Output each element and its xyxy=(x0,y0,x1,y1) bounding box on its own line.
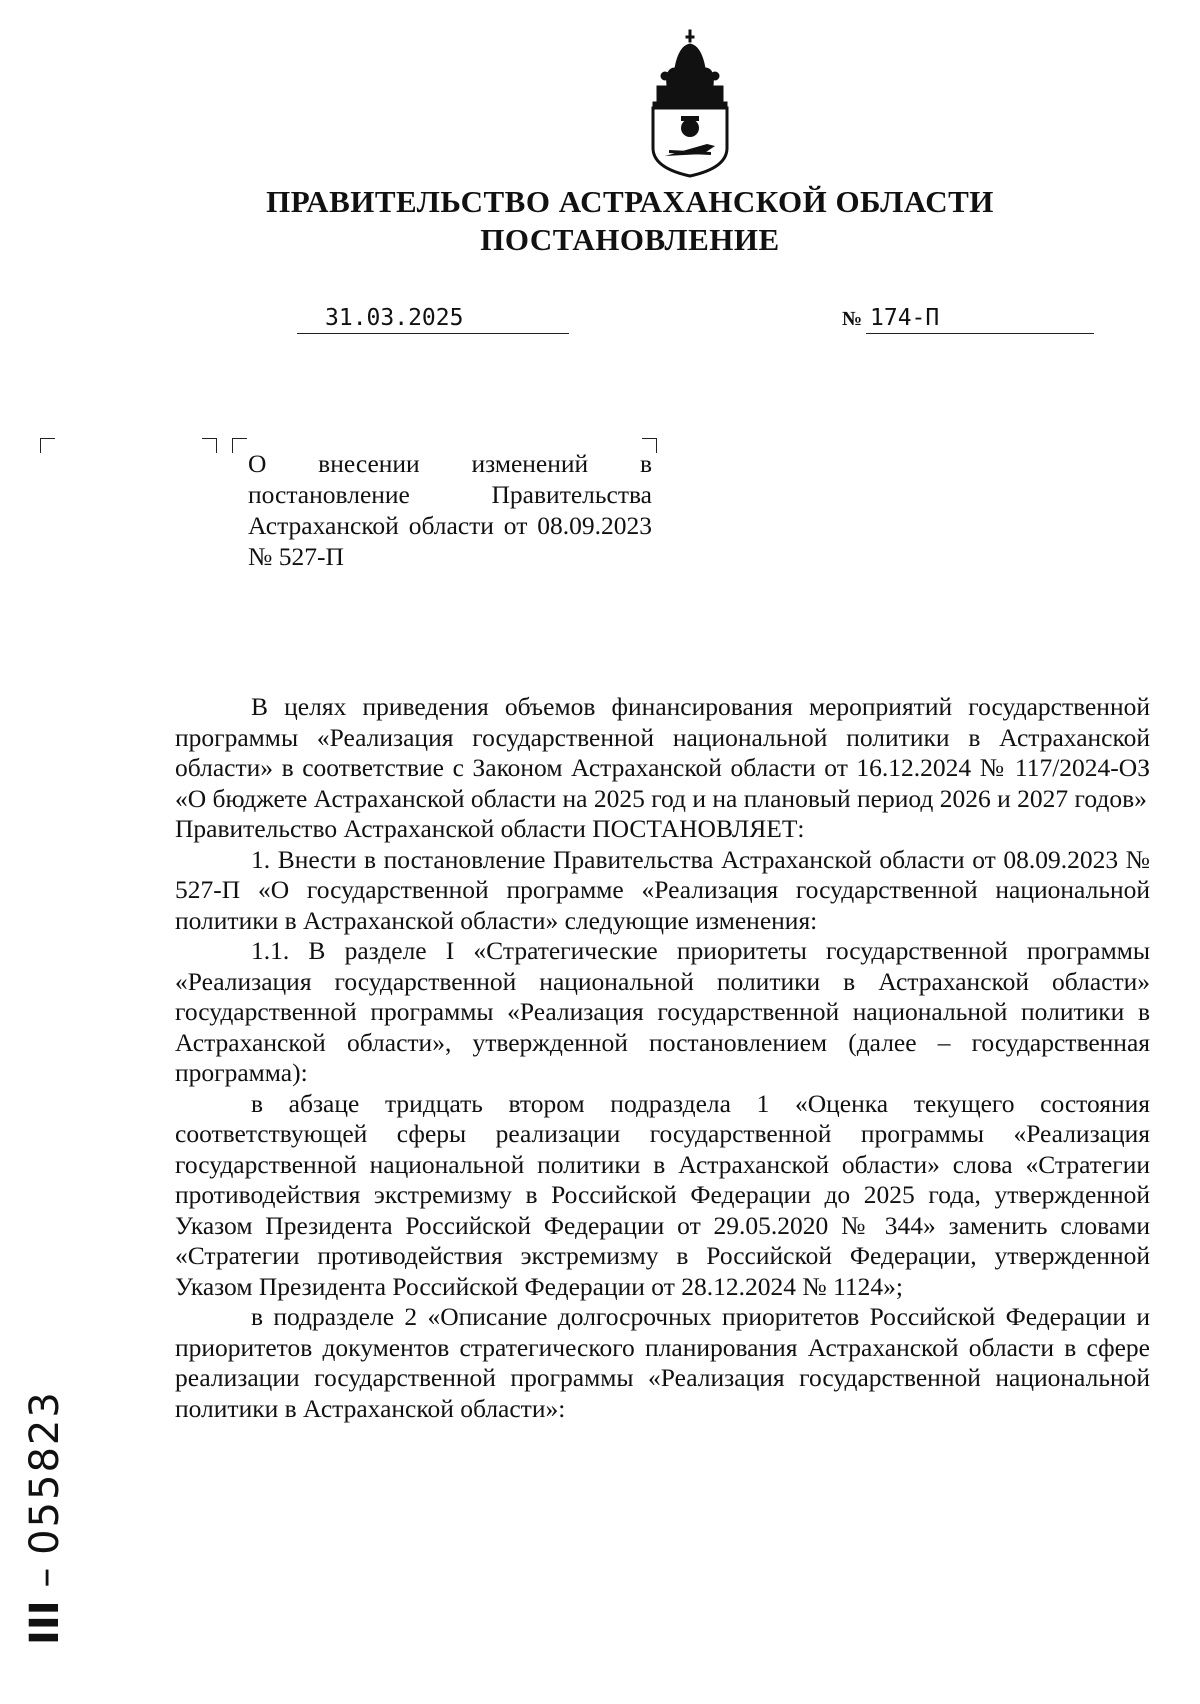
paragraph: 1.1. В разделе I «Стратегические приоритеты государственной программы «Реализация государственной национальной политики в Астраханской области» государственной программы «Реализация государственной национальной политики в Астраханской области», утвержденной постановлением (далее – государственная программа): xyxy=(175,936,1150,1087)
document-type-title: ПОСТАНОВЛЕНИЕ xyxy=(480,222,780,257)
serial-prefix: III xyxy=(22,1600,68,1645)
document-number: 174-П xyxy=(866,306,1094,334)
corner-mark xyxy=(40,438,55,453)
serial-digits: 055823 xyxy=(22,1390,68,1555)
paragraph: в абзаце тридцать втором подраздела 1 «Оценка текущего состояния соответствующей сферы реализации государственной программы «Реализация государственной национальной политики в Астраханской области» слова «Стратегии противодействия экстремизму в Российской Федерации до 2025 года, утвержденной Указом Президента Российской Федерации от 29.05.2020 № 344» заменить словами «Стратегии противодействия экстремизму в Российской Федерации, утвержденной Указом Президента Российской Федерации от 28.12.2024 № 1124»; xyxy=(175,1088,1150,1301)
document-date: 31.03.2025 xyxy=(297,306,569,334)
document-subject: О внесении изменений в постановление Правительства Астраханской области от 08.09.2023 № 527-П xyxy=(248,449,652,571)
paragraph: В целях приведения объемов финансирования мероприятий государственной программы «Реализация государственной национальной политики в Астраханской области» в соответствие с Законом Астраханской области от 16.12.2024 № 117/2024-ОЗ «О бюджете Астраханской области на 2025 год и на плановый период 2026 и 2027 годов» xyxy=(175,692,1150,813)
paragraph: 1. Внести в постановление Правительства Астраханской области от 08.09.2023 № 527-П «О государственной программе «Реализация государственной национальной политики в Астраханской области» следующие изменения: xyxy=(175,844,1150,935)
number-sign: № xyxy=(842,308,863,330)
document-body xyxy=(175,692,1150,1424)
corner-mark xyxy=(232,438,247,453)
organization-title: ПРАВИТЕЛЬСТВО АСТРАХАНСКОЙ ОБЛАСТИ xyxy=(266,184,994,219)
paragraph: в подразделе 2 «Описание долгосрочных приоритетов Российской Федерации и приоритетов документов стратегического планирования Астраханской области в сфере реализации государственной программы «Реализация государственной национальной политики в Астраханской области»: xyxy=(175,1302,1150,1423)
corner-mark xyxy=(202,438,217,453)
paragraph: Правительство Астраханской области ПОСТАНОВЛЯЕТ: xyxy=(175,814,805,843)
serial-code: III – 055823 xyxy=(22,1390,68,1645)
coat-of-arms-icon xyxy=(645,28,735,178)
